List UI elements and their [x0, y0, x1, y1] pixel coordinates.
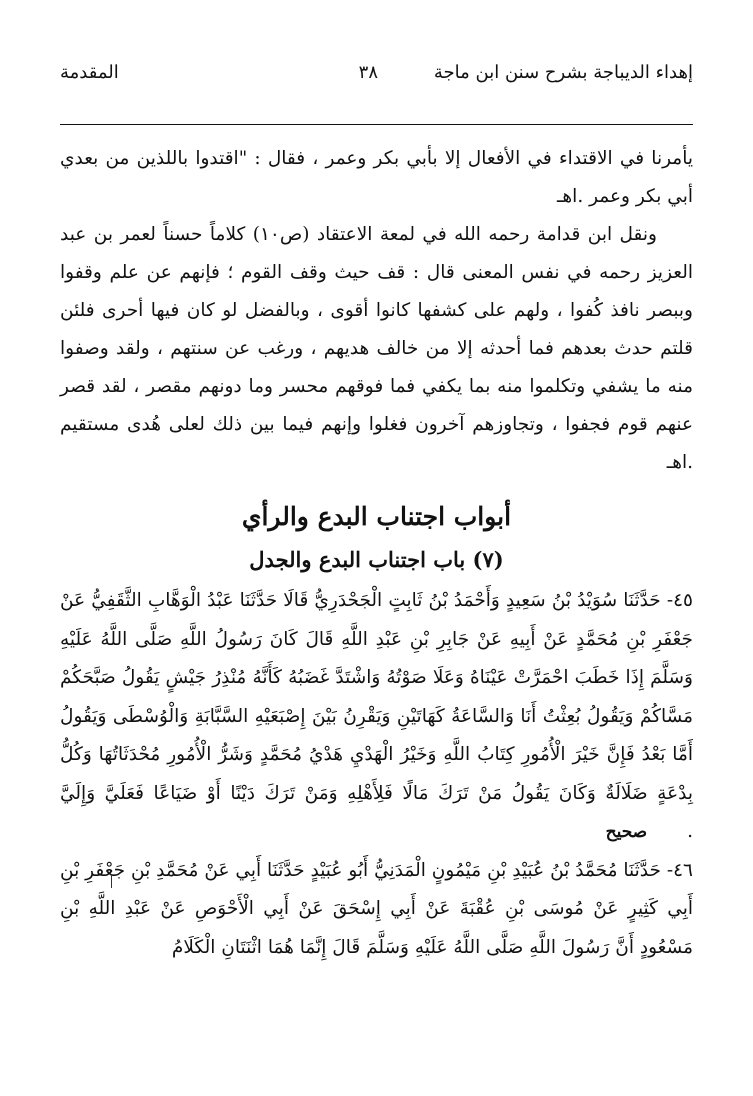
bab-heading: (٧) باب اجتناب البدع والجدل: [249, 547, 504, 572]
hadith-46-text: ٤٦- حَدَّثَنَا مُحَمَّدُ بْنُ عُبَيْدِ بْنِ مَيْمُونٍ الْمَدَنِيُّ أَبُو عُبَيْدٍ حَدَّثَنَا أَبِي عَنْ مُحَمَّدِ بْنِ جَعْفَرِ بْنِ أَبِي كَثِيرٍ عَنْ مُوسَى بْنِ عُقْبَةَ عَنْ أَبِي إِسْحَقَ عَنْ أَبِي الْأَحْوَصِ عَنْ عَبْدِ اللَّهِ بْنِ مَسْعُودٍ أَنَّ رَسُولَ اللَّهِ صَلَّى اللَّهُ عَلَيْهِ وَسَلَّمَ قَالَ إِنَّمَا هُمَا اثْنَتَانِ الْكَلَامُ: [60, 859, 693, 958]
header-divider: [60, 124, 693, 125]
hadith-45-text: ٤٥- حَدَّثَنَا سُوَيْدُ بْنُ سَعِيدٍ وَأَحْمَدُ بْنُ ثَابِتٍ الْجَحْدَرِيُّ قَالَا حَدَّثَنَا عَبْدُ الْوَهَّابِ الثَّقَفِيُّ عَنْ جَعْفَرِ بْنِ مُحَمَّدٍ عَنْ أَبِيهِ عَنْ جَابِرِ بْنِ عَبْدِ اللَّهِ قَالَ كَانَ رَسُولُ اللَّهِ صَلَّى اللَّهُ عَلَيْهِ وَسَلَّمَ إِذَا خَطَبَ احْمَرَّتْ عَيْنَاهُ وَعَلَا صَوْتُهُ وَاشْتَدَّ غَضَبُهُ كَأَنَّهُ مُنْذِرُ جَيْشٍ يَقُولُ صَبَّحَكُمْ مَسَّاكُمْ وَيَقُولُ بُعِثْتُ أَنَا وَالسَّاعَةُ كَهَاتَيْنِ وَيَقْرِنُ بَيْنَ إِصْبَعَيْهِ السَّبَّابَةِ وَالْوُسْطَى وَيَقُولُ أَمَّا بَعْدُ فَإِنَّ خَيْرَ الْأُمُورِ كِتَابُ اللَّهِ وَخَيْرُ الْهَدْيِ هَدْيُ مُحَمَّدٍ وَشَرُّ الْأُمُورِ مُحْدَثَاتُهَا وَكُلُّ بِدْعَةٍ ضَلَالَةٌ وَكَانَ يَقُولُ مَنْ تَرَكَ مَالًا فَلِأَهْلِهِ وَمَنْ تَرَكَ دَيْنًا أَوْ ضَيَاعًا فَعَلَيَّ وَإِلَيَّ .: [60, 590, 693, 842]
page-number: ٣٨: [358, 62, 378, 83]
commentary-paragraph-1: يأمرنا في الاقتداء في الأفعال إلا بأبي بكر وعمر ، فقال : "اقتدوا باللذين من بعدي أبي بكر وعمر .اهـ: [60, 148, 693, 207]
stray-mark: [111, 874, 112, 888]
hadith-45: [60, 582, 693, 852]
chapter-heading: أبواب اجتناب البدع والرأي: [241, 502, 512, 531]
section-title: المقدمة: [60, 62, 119, 83]
hadith-46: [60, 852, 693, 968]
book-title: إهداء الديباجة بشرح سنن ابن ماجة: [433, 62, 693, 83]
hadith-45-grading: صحيح: [605, 822, 648, 842]
commentary-paragraph-2: ونقل ابن قدامة رحمه الله في لمعة الاعتقاد (ص١٠) كلاماً حسناً لعمر بن عبد العزيز رحمه في نفس المعنى قال : قف حيث وقف القوم ؛ فإنهم عن علم وقفوا وببصر نافذ كُفوا ، ولهم على كشفها كانوا أقوى ، وبالفضل لو كان فيها أحرى فلئن قلتم حدث بعدهم فما أحدثه إلا من خالف هديهم ، ورغب عن سنتهم ، ولقد وصفوا منه ما يشفي وتكلموا منه بما يكفي فما فوقهم محسر وما دونهم مقصر ، لقد قصر عنهم قوم فجفوا ، وتجاوزهم آخرون فغلوا وإنهم فيما بين ذلك لعلى هُدى مستقيم .اهـ: [60, 224, 693, 473]
page-body: [60, 140, 693, 967]
running-header: [60, 62, 693, 92]
